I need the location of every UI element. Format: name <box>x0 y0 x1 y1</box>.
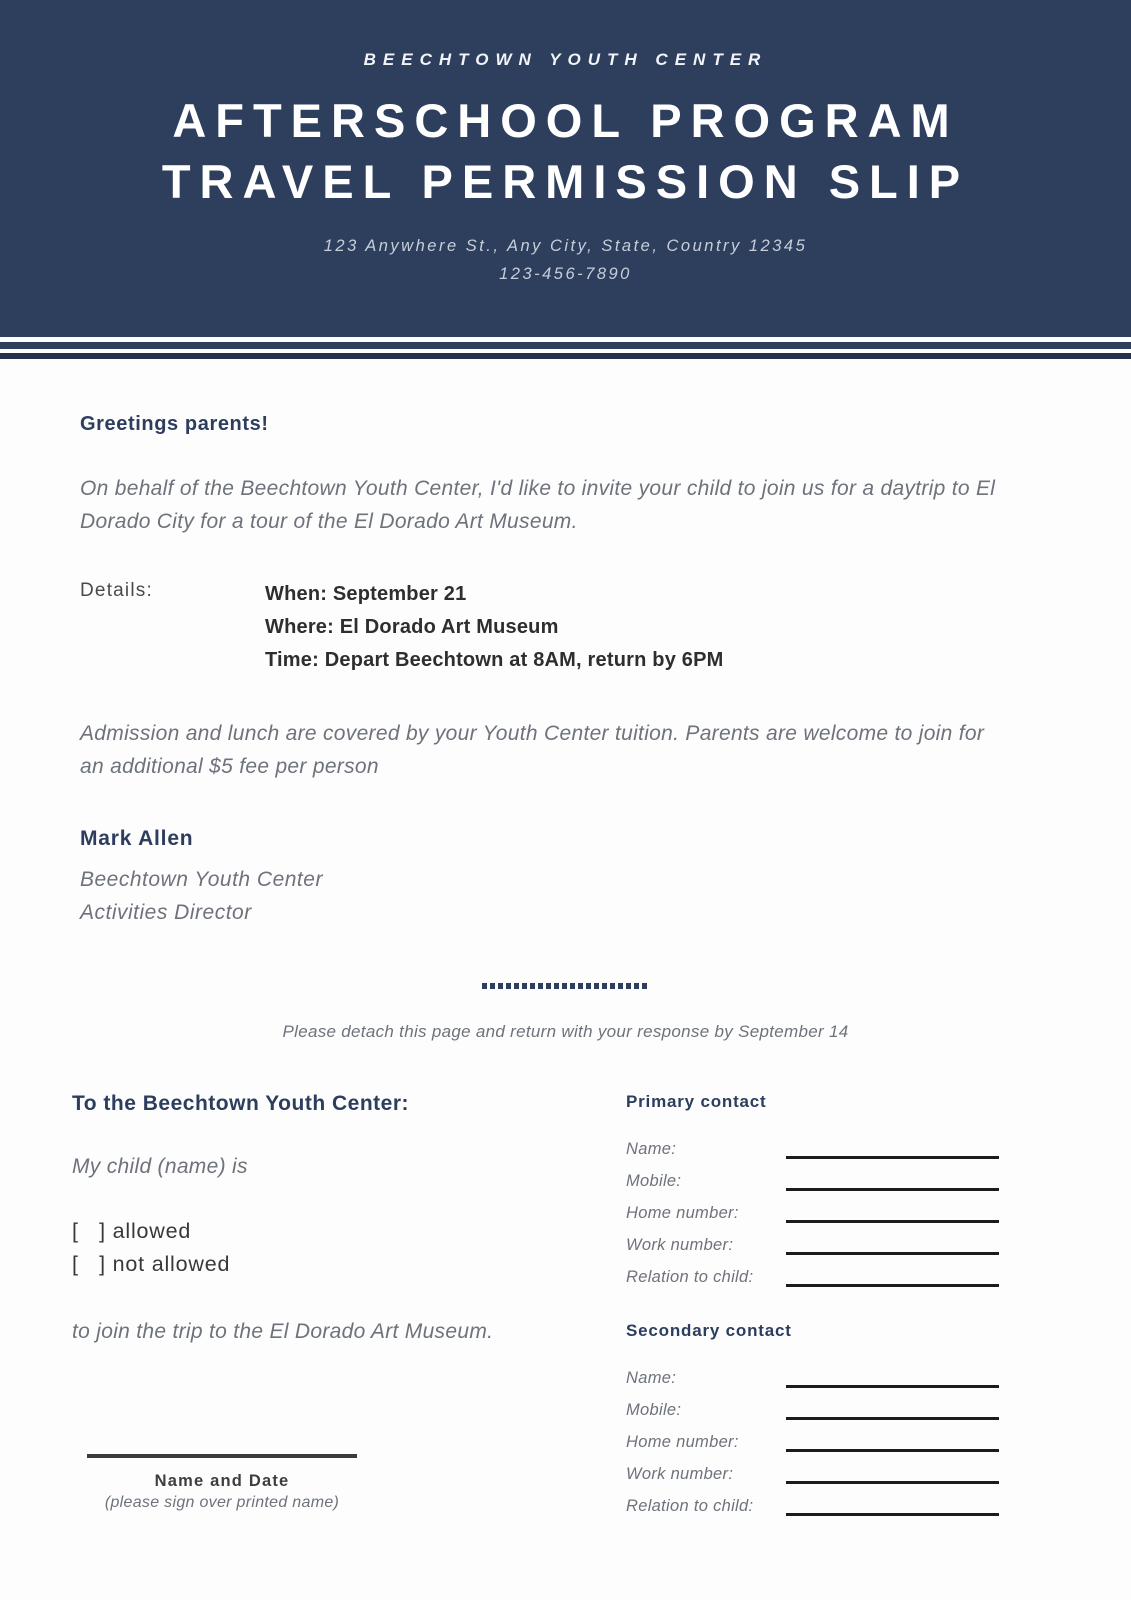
contact-field-label: Relation to child: <box>626 1497 754 1515</box>
title-line-2: TRAVEL PERMISSION SLIP <box>161 155 970 208</box>
contact-fill-line[interactable] <box>786 1378 999 1388</box>
header-banner <box>0 0 1131 337</box>
divider-stripe-bottom <box>0 353 1131 359</box>
contact-field-label: Work number: <box>626 1236 734 1254</box>
child-name-line: My child (name) is <box>72 1155 248 1178</box>
contact-row <box>626 1266 1071 1287</box>
signature-block <box>87 1454 357 1512</box>
contact-fill-line[interactable] <box>786 1213 999 1223</box>
address-line: 123 Anywhere St., Any City, State, Country 12345 <box>323 237 808 255</box>
contact-fill-line[interactable] <box>786 1474 999 1484</box>
secondary-contact-heading: Secondary contact <box>626 1321 792 1340</box>
contact-fill-line[interactable] <box>786 1410 999 1420</box>
phone-line: 123-456-7890 <box>499 265 632 283</box>
primary-contact-fields <box>626 1138 1071 1287</box>
detail-when: When: September 21 <box>265 583 467 605</box>
contact-row <box>626 1431 1071 1452</box>
detail-time: Time: Depart Beechtown at 8AM, return by 6PM <box>265 649 724 671</box>
contact-fill-line[interactable] <box>786 1277 999 1287</box>
intro-paragraph: On behalf of the Beechtown Youth Center, I'd like to invite your child to join us for a daytrip to El Dorado City for a tour of the El Dorado Art Museum. <box>80 477 996 533</box>
contact-fill-line[interactable] <box>786 1245 999 1255</box>
contact-field-label: Home number: <box>626 1204 739 1222</box>
detail-where: Where: El Dorado Art Museum <box>265 616 559 638</box>
organization-name: BEECHTOWN YOUTH CENTER <box>363 50 768 69</box>
trip-line: to join the trip to the El Dorado Art Museum. <box>72 1320 494 1343</box>
contact-field-label: Work number: <box>626 1465 734 1483</box>
contact-field-label: Mobile: <box>626 1401 682 1419</box>
contact-row <box>626 1234 1071 1255</box>
contact-row <box>626 1170 1071 1191</box>
contact-fill-line[interactable] <box>786 1506 999 1516</box>
page-title <box>0 90 1131 212</box>
response-heading: To the Beechtown Youth Center: <box>72 1092 410 1115</box>
response-form <box>0 1092 1131 1527</box>
contact-field-label: Mobile: <box>626 1172 682 1190</box>
dotted-divider <box>482 983 650 989</box>
letter-body <box>0 413 1131 1048</box>
details-section <box>80 578 1051 677</box>
signature-caption: Name and Date <box>154 1472 290 1490</box>
contacts-column <box>626 1092 1071 1527</box>
contact-fill-line[interactable] <box>786 1181 999 1191</box>
header-contact-info <box>0 232 1131 288</box>
contact-field-label: Relation to child: <box>626 1268 754 1286</box>
response-form-left <box>72 1092 626 1527</box>
contact-row <box>626 1495 1071 1516</box>
details-label: Details: <box>80 580 153 601</box>
signer-name: Mark Allen <box>80 827 194 850</box>
signer-details <box>80 863 1051 929</box>
contact-field-label: Name: <box>626 1369 677 1387</box>
secondary-contact-fields <box>626 1367 1071 1516</box>
signature-line[interactable] <box>87 1454 357 1458</box>
contact-fill-line[interactable] <box>786 1442 999 1452</box>
details-list <box>265 578 724 677</box>
divider-stripe-top <box>0 342 1131 349</box>
title-line-1: AFTERSCHOOL PROGRAM <box>172 94 959 147</box>
contact-row <box>626 1367 1071 1388</box>
contact-row <box>626 1202 1071 1223</box>
contact-field-label: Name: <box>626 1140 677 1158</box>
contact-row <box>626 1138 1071 1159</box>
option-allowed-checkbox[interactable]: [ ] allowed <box>72 1219 192 1243</box>
contact-row <box>626 1463 1071 1484</box>
primary-contact-heading: Primary contact <box>626 1092 767 1111</box>
signer-organization: Beechtown Youth Center <box>80 868 323 891</box>
permission-options <box>72 1215 626 1281</box>
contact-fill-line[interactable] <box>786 1149 999 1159</box>
detach-instruction: Please detach this page and return with your response by September 14 <box>282 1022 849 1041</box>
option-not-allowed-checkbox[interactable]: [ ] not allowed <box>72 1252 231 1276</box>
contact-row <box>626 1399 1071 1420</box>
signature-note: (please sign over printed name) <box>104 1494 340 1511</box>
greeting-heading: Greetings parents! <box>80 413 269 435</box>
signer-title: Activities Director <box>80 901 252 924</box>
contact-field-label: Home number: <box>626 1433 739 1451</box>
tuition-note: Admission and lunch are covered by your Youth Center tuition. Parents are welcome to join for an additional $5 fee per person <box>80 722 985 778</box>
